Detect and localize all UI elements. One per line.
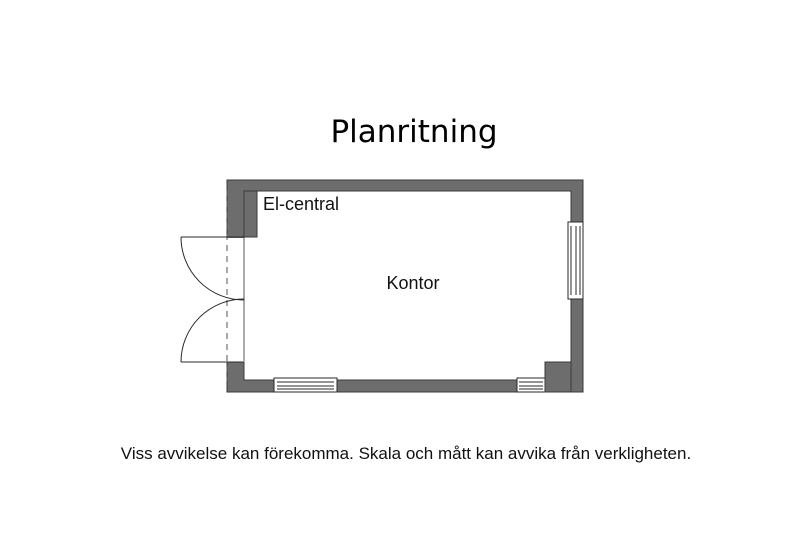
room-label-kontor: Kontor — [386, 273, 440, 293]
room-label-el-central: El-central — [263, 194, 340, 214]
page-title: Planritning — [330, 114, 498, 150]
window-east — [568, 222, 583, 299]
window-south-1 — [274, 378, 337, 392]
floor-plan — [181, 180, 583, 392]
disclaimer: Viss avvikelse kan förekomma. Skala och mått kan avvika från verkligheten. — [120, 444, 692, 463]
window-south-2 — [517, 378, 545, 392]
partition-wall — [244, 191, 257, 237]
corner-wall-block — [545, 362, 571, 392]
